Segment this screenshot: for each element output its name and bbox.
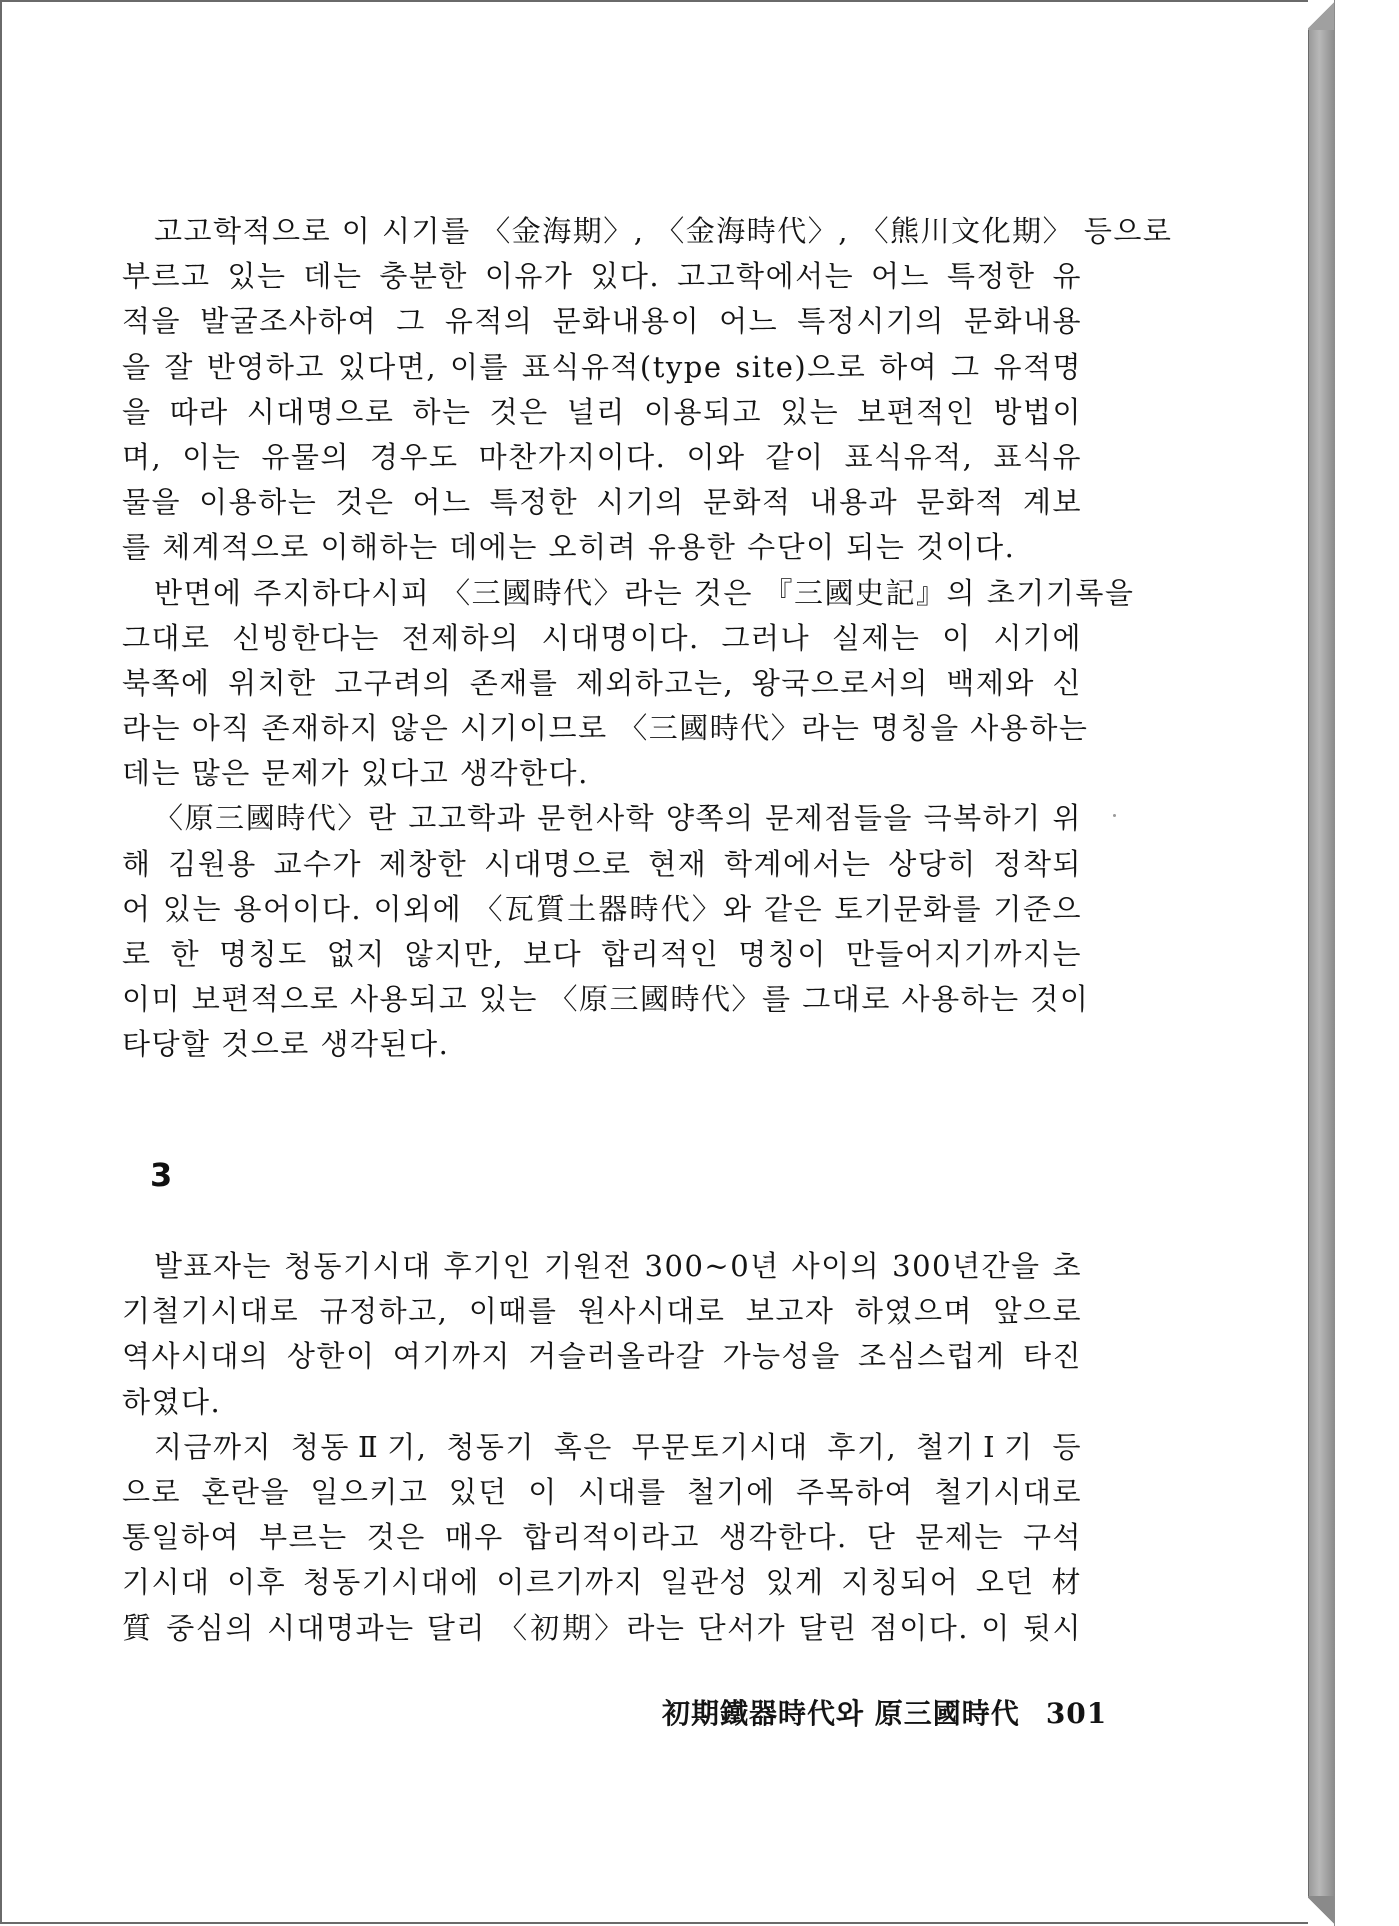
scan-speck — [1113, 814, 1116, 817]
body-text-section-3 — [122, 1244, 1082, 1651]
text-line: 이미 보편적으로 사용되고 있는 〈原三國時代〉를 그대로 사용하는 것이 — [122, 982, 1090, 1017]
text-line: 북쪽에 위치한 고구려의 존재를 제외하고는, 왕국으로서의 백제와 신 — [122, 665, 1082, 700]
running-title: 初期鐵器時代와 原三國時代 — [662, 1697, 1020, 1730]
text-line: 고고학적으로 이 시기를 〈金海期〉, 〈金海時代〉, 〈熊川文化期〉 등으로 — [154, 214, 1173, 248]
text-line: 해 김원용 교수가 제창한 시대명으로 현재 학계에서는 상당히 정착되 — [122, 846, 1082, 881]
text-line: 라는 아직 존재하지 않은 시기이므로 〈三國時代〉라는 명칭을 사용하는 — [122, 711, 1089, 746]
text-line: 타당할 것으로 생각된다. — [122, 1027, 450, 1062]
text-line: 발표자는 청동기시대 후기인 기원전 300~0년 사이의 300년간을 초 — [154, 1249, 1082, 1283]
text-line: 質 중심의 시대명과는 달리 〈初期〉라는 단서가 달린 점이다. 이 뒷시 — [122, 1610, 1082, 1645]
page-edge-corner-bottom — [1308, 1896, 1334, 1926]
text-line: 로 한 명칭도 없지 않지만, 보다 합리적인 명칭이 만들어지기까지는 — [122, 937, 1082, 971]
text-line: 〈原三國時代〉란 고고학과 문헌사학 양쪽의 문제점들을 극복하기 위 — [154, 801, 1082, 836]
page-stack-edge — [1308, 0, 1335, 1926]
text-line: 어 있는 용어이다. 이외에 〈瓦質土器時代〉와 같은 토기문화를 기준으 — [122, 891, 1082, 926]
text-line: 지금까지 청동Ⅱ기, 청동기 혹은 무문토기시대 후기, 철기Ⅰ기 등 — [154, 1429, 1082, 1464]
text-line: 을 따라 시대명으로 하는 것은 널리 이용되고 있는 보편적인 방법이 — [122, 394, 1082, 429]
text-line: 를 체계적으로 이해하는 데에는 오히려 유용한 수단이 되는 것이다. — [122, 530, 1016, 565]
text-line: 그대로 신빙한다는 전제하의 시대명이다. 그러나 실제는 이 시기에 — [122, 620, 1082, 655]
text-line: 기시대 이후 청동기시대에 이르기까지 일관성 있게 지칭되어 오던 材 — [122, 1565, 1082, 1600]
text-line: 하였다. — [122, 1384, 222, 1419]
page-edge-corner-top — [1308, 0, 1334, 30]
text-line: 데는 많은 문제가 있다고 생각한다. — [122, 756, 589, 791]
text-line: 적을 발굴조사하여 그 유적의 문화내용이 어느 특정시기의 문화내용 — [122, 304, 1082, 339]
text-line: 통일하여 부르는 것은 매우 합리적이라고 생각한다. 단 문제는 구석 — [122, 1520, 1082, 1555]
body-text-section-1 — [122, 209, 1173, 1068]
text-line: 을 잘 반영하고 있다면, 이를 표식유적(type site)으로 하여 그 유적명 — [122, 349, 1082, 384]
page-number: 301 — [1045, 1697, 1108, 1730]
text-line: 으로 혼란을 일으키고 있던 이 시대를 철기에 주목하여 철기시대로 — [122, 1474, 1082, 1509]
text-line: 기철기시대로 규정하고, 이때를 원사시대로 보고자 하였으며 앞으로 — [122, 1294, 1082, 1329]
section-heading-number: 3 — [150, 1156, 173, 1194]
text-line: 반면에 주지하다시피 〈三國時代〉라는 것은 『三國史記』의 초기기록을 — [154, 575, 1135, 610]
text-line: 부르고 있는 데는 충분한 이유가 있다. 고고학에서는 어느 특정한 유 — [122, 259, 1082, 294]
text-line: 물을 이용하는 것은 어느 특정한 시기의 문화적 내용과 문화적 계보 — [122, 485, 1082, 520]
text-line: 역사시대의 상한이 여기까지 거슬러올라갈 가능성을 조심스럽게 타진 — [122, 1339, 1082, 1374]
running-footer — [662, 1692, 1108, 1732]
text-line: 며, 이는 유물의 경우도 마찬가지이다. 이와 같이 표식유적, 표식유 — [122, 439, 1082, 474]
